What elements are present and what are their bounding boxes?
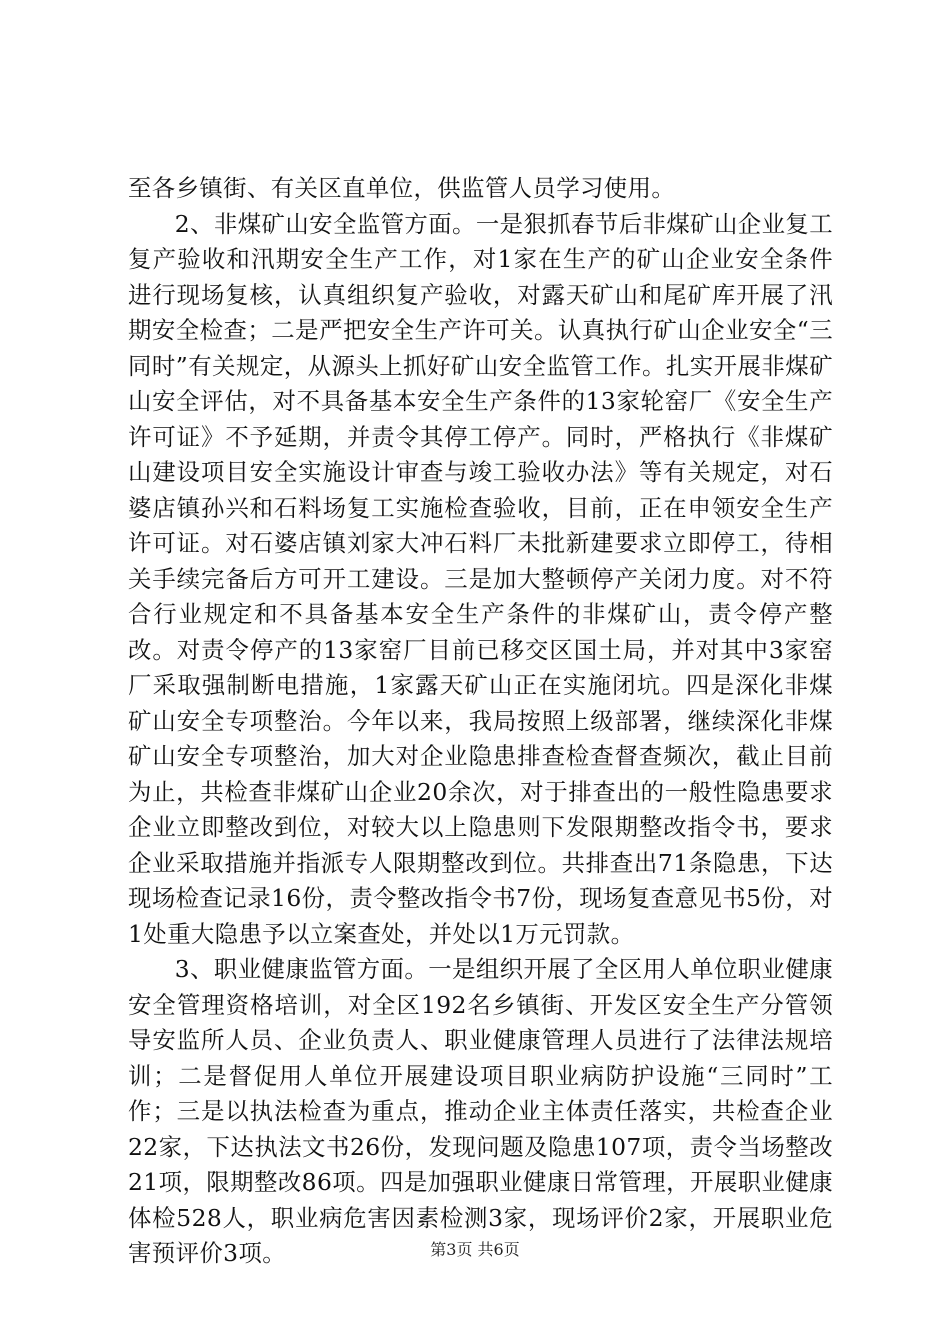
paragraph-occupational-health: 3、职业健康监管方面。一是组织开展了全区用人单位职业健康安全管理资格培训，对全区192名乡镇街、开发区安全生产分管领导安监所人员、企业负责人、职业健康管理人员进行了法律法规培训；二是督促用人单位开展建设项目职业病防护设施“三同时”工作；三是以执法检查为重点，推动企业主体责任落实，共检查企业22家，下达执法文书26份，发现问题及隐患107项，责令当场整改21项，限期整改86项。四是加强职业健康日常管理，开展职业健康体检528人，职业病危害因素检测3家，现场评价2家，开展职业危害预评价3项。 [128,955,833,1267]
paragraph-mine-safety: 2、非煤矿山安全监管方面。一是狠抓春节后非煤矿山企业复工复产验收和汛期安全生产工作，对1家在生产的矿山企业安全条件进行现场复核，认真组织复产验收，对露天矿山和尾矿库开展了汛期安全检查；二是严把安全生产许可关。认真执行矿山企业安全“三同时”有关规定，从源头上抓好矿山安全监管工作。扎实开展非煤矿山安全评估，对不具备基本安全生产条件的13家轮窑厂《安全生产许可证》不予延期，并责令其停工停产。同时，严格执行《非煤矿山建设项目安全实施设计审查与竣工验收办法》等有关规定，对石婆店镇孙兴和石料场复工实施检查验收，目前，正在申领安全生产许可证。对石婆店镇刘家大冲石料厂未批新建要求立即停工，待相关手续完备后方可开工建设。三是加大整顿停产关闭力度。对不符合行业规定和不具备基本安全生产条件的非煤矿山，责令停产整改。对责令停产的13家窑厂目前已移交区国土局，并对其中3家窑厂采取强制断电措施，1家露天矿山正在实施闭坑。四是深化非煤矿山安全专项整治。今年以来，我局按照上级部署，继续深化非煤矿山安全专项整治，加大对企业隐患排查检查督查频次，截止目前为止，共检查非煤矿山企业20余次，对于排查出的一般性隐患要求企业立即整改到位，对较大以上隐患则下发限期整改指令书，要求企业采取措施并指派专人限期整改到位。共排查出71条隐患，下达现场检查记录16份，责令整改指令书7份，现场复查意见书5份，对1处重大隐患予以立案查处，并处以1万元罚款。 [128,209,833,948]
document-body [128,171,833,1272]
paragraph-intro-tail: 至各乡镇街、有关区直单位，供监管人员学习使用。 [128,174,676,202]
page-footer: 第3页 共6页 [430,1240,520,1259]
